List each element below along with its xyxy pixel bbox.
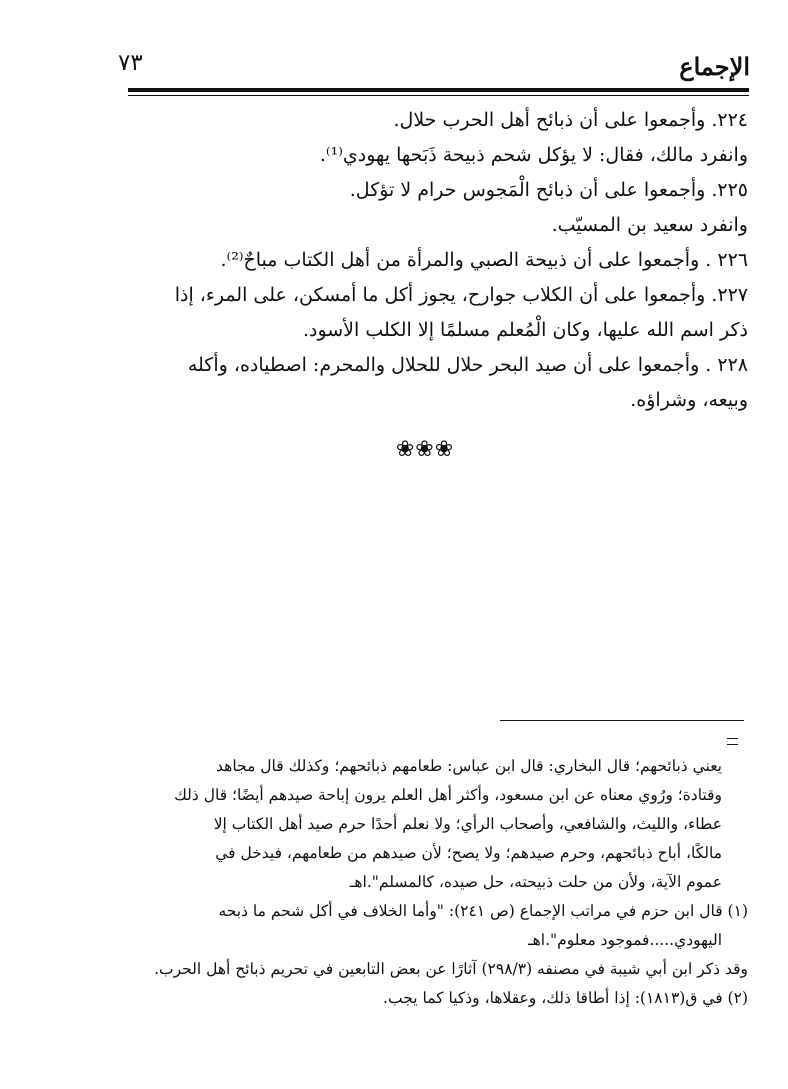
footnote-line: عموم الآية، ولأن من حلت ذبيحته، حل صيده، كالمسلم".اهـ bbox=[349, 873, 722, 891]
footnote-line: اليهودي.....فموجود معلوم".اهـ bbox=[528, 931, 722, 949]
text-line: ٢٢٨ . وأجمعوا على أن صيد البحر حلال للحلال والمحرم: اصطياده، وأكله bbox=[187, 354, 748, 376]
header-rule-thick bbox=[128, 88, 749, 92]
running-header-title: الإجماع bbox=[679, 52, 750, 81]
text-line: ٢٢٧. وأجمعوا على أن الكلاب جوارح، يجوز أكل ما أمسكن، على المرء، إذا bbox=[174, 284, 748, 306]
footnote-line: (٢) في ق(١٨١٣): إذا أطاقا ذلك، وعقلاها، وذكيا كما يجب. bbox=[383, 989, 748, 1007]
section-ornament: ❀❀❀ bbox=[395, 437, 455, 462]
footnotes bbox=[118, 752, 748, 1013]
footnote-line: (١) قال ابن حزم في مراتب الإجماع (ص ٢٤١): "وأما الخلاف في أكل شحم ما ذبحه bbox=[218, 902, 748, 920]
footnote-line: مالكًا، أباح ذبائحهم، وحرم صيدهم؛ ولا يصح؛ لأن صيدهم من طعامهم، فيدخل في bbox=[215, 844, 722, 862]
footnote-line: عطاء، والليث، والشافعي، وأصحاب الرأي؛ ولا نعلم أحدًا حرم صيد أهل الكتاب إلا bbox=[213, 815, 722, 833]
text-line: ٢٢٦ . وأجمعوا على أن ذبيحة الصبي والمرأة من أهل الكتاب مباحٌ⁽²⁾. bbox=[220, 249, 748, 271]
footnote-line: يعني ذبائحهم؛ قال البخاري: قال ابن عباس: طعامهم ذبائحهم؛ وكذلك قال مجاهد bbox=[216, 757, 722, 775]
footnote-line: وقد ذكر ابن أبي شيبة في مصنفه (٢٩٨/٣) آثارًا عن بعض التابعين في تحريم ذبائح أهل الحرب. bbox=[154, 960, 748, 978]
text-line: ذكر اسم الله عليها، وكان الْمُعلم مسلمًا إلا الكلب الأسود. bbox=[302, 319, 748, 341]
text-line: وانفرد مالك، فقال: لا يؤكل شحم ذبيحة ذَبَحها يهودي⁽¹⁾. bbox=[319, 144, 748, 166]
header-rule-thin bbox=[128, 95, 749, 96]
text-line: وانفرد سعيد بن المسيّب. bbox=[551, 214, 748, 236]
text-line: ٢٢٥. وأجمعوا على أن ذبائح الْمَجوس حرام لا تؤكل. bbox=[349, 179, 748, 201]
page-number: ٧٣ bbox=[118, 50, 143, 76]
text-line: ٢٢٤. وأجمعوا على أن ذبائح أهل الحرب حلال. bbox=[393, 109, 748, 131]
text-line: وبيعه، وشراؤه. bbox=[630, 389, 748, 411]
footnote-line: وقتادة؛ ورُوي معناه عن ابن مسعود، وأكثر أهل العلم يرون إباحة صيدهم أيضًا؛ قال ذلك bbox=[174, 786, 722, 804]
footnote-continuation-mark bbox=[727, 738, 738, 745]
footnote-separator bbox=[500, 720, 744, 721]
main-text bbox=[138, 103, 748, 418]
